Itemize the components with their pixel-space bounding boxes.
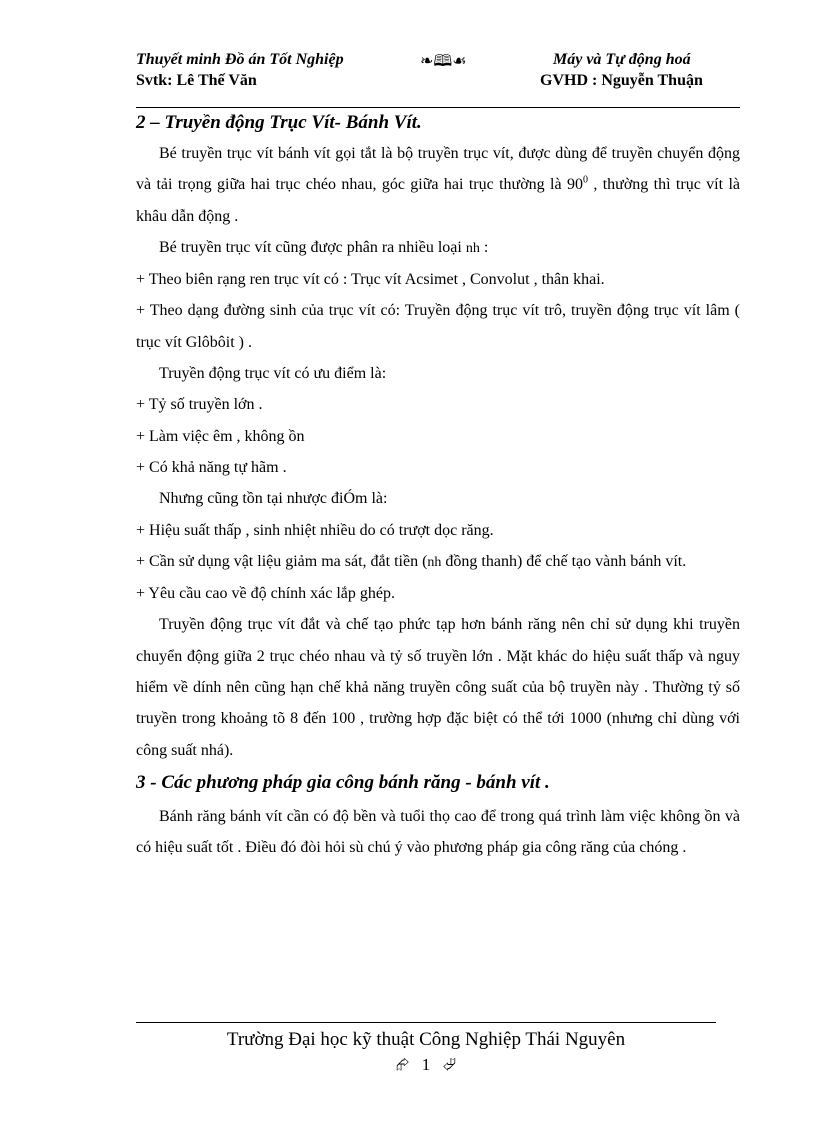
next-arrow-icon: ⮰	[442, 1055, 457, 1074]
prev-arrow-icon: ⮳	[395, 1055, 410, 1074]
paragraph-text: nh	[427, 554, 442, 570]
section-2-title: 2 – Truyền động Trục Vít- Bánh Vít.	[136, 112, 422, 133]
list-item: + Yêu cầu cao về độ chính xác lắp ghép.	[136, 585, 395, 603]
student-name: Svtk: Lê Thế Văn	[136, 72, 257, 89]
paragraph-advantages: Truyền động trục vít có ưu điểm là:	[159, 365, 387, 383]
list-item: + Có khả năng tự hãm .	[136, 458, 287, 476]
paragraph-text: + Cần sử dụng vật liệu giảm ma sát, đắt tiền (	[136, 552, 428, 570]
paragraph-text: :	[479, 238, 489, 256]
thesis-title: Thuyết minh Đồ án Tốt Nghiệp	[136, 51, 344, 68]
footer-divider	[136, 1022, 716, 1023]
paragraph-text: Bé truyền trục vít cũng được phân ra nhiều loại	[159, 238, 466, 256]
superscript: 0	[582, 174, 588, 186]
page-navigator	[136, 1054, 716, 1076]
department-name: Máy và Tự động hoá	[553, 51, 691, 68]
advisor-name: GVHD : Nguyễn Thuận	[540, 72, 703, 89]
ornament-icon: ❧🕮☙	[420, 53, 467, 70]
document-body	[136, 107, 740, 864]
paragraph-text: nh	[465, 240, 480, 256]
paragraph-machining: Bánh răng bánh vít cần có độ bền và tuổi thọ cao để trong quá trình làm việc không ồn và có hiệu suất tốt . Điều đó đòi hỏi sù chú ý vào phương pháp gia công răng của chóng .	[136, 807, 740, 857]
list-item: + Hiệu suất thấp , sinh nhiệt nhiều do có trượt dọc răng.	[136, 521, 494, 539]
paragraph-text: đồng thanh) để chế tạo vành bánh vít.	[441, 552, 687, 570]
paragraph-summary: Truyền động trục vít đắt và chế tạo phức tạp hơn bánh răng nên chỉ sử dụng khi truyền chuyển động giữa 2 trục chéo nhau và tỷ số truyền lớn . Mặt khác do hiệu suất thấp và nguy hiểm về dính nên cũng hạn chế khả năng truyền công suất của bộ truyền này . Thường tỷ số truyền trong khoảng tõ 8 đến 100 , trường hợp đặc biệt có thể tới 1000 (nhưng chỉ dùng với công suất nhá).	[136, 616, 740, 759]
list-item	[136, 546, 740, 578]
section-3-title: 3 - Các phương pháp gia công bánh răng - bánh vít .	[136, 771, 550, 793]
paragraph-text: , thường thì trục vít là khâu dẫn động .	[136, 176, 740, 225]
paragraph-text: Bé truyền trục vít bánh vít gọi tắt là bộ truyền trục vít, được dùng để truyền chuyển động và tải trọng giữa hai trục chéo nhau, góc giữa hai trục thường là 90	[136, 145, 740, 194]
paragraph-intro	[136, 138, 740, 232]
list-item: + Làm việc êm , không ồn	[136, 427, 305, 445]
list-item: + Theo dạng đường sinh của trục vít có: Truyền động trục vít trô, truyền động trục vít lâm ( trục vít Glôbôit ) .	[136, 302, 740, 351]
list-item: + Theo biên rạng ren trục vít có : Trục vít Acsimet , Convolut , thân khai.	[136, 271, 605, 289]
list-item: + Tỷ số truyền lớn .	[136, 396, 263, 414]
page-number: 1	[421, 1055, 431, 1074]
paragraph-classification	[136, 232, 740, 264]
school-name: Trường Đại học kỹ thuật Công Nghiệp Thái Nguyên	[226, 1029, 626, 1050]
paragraph-disadvantages: Nhưng cũng tồn tại nhược điÓm là:	[159, 490, 388, 508]
